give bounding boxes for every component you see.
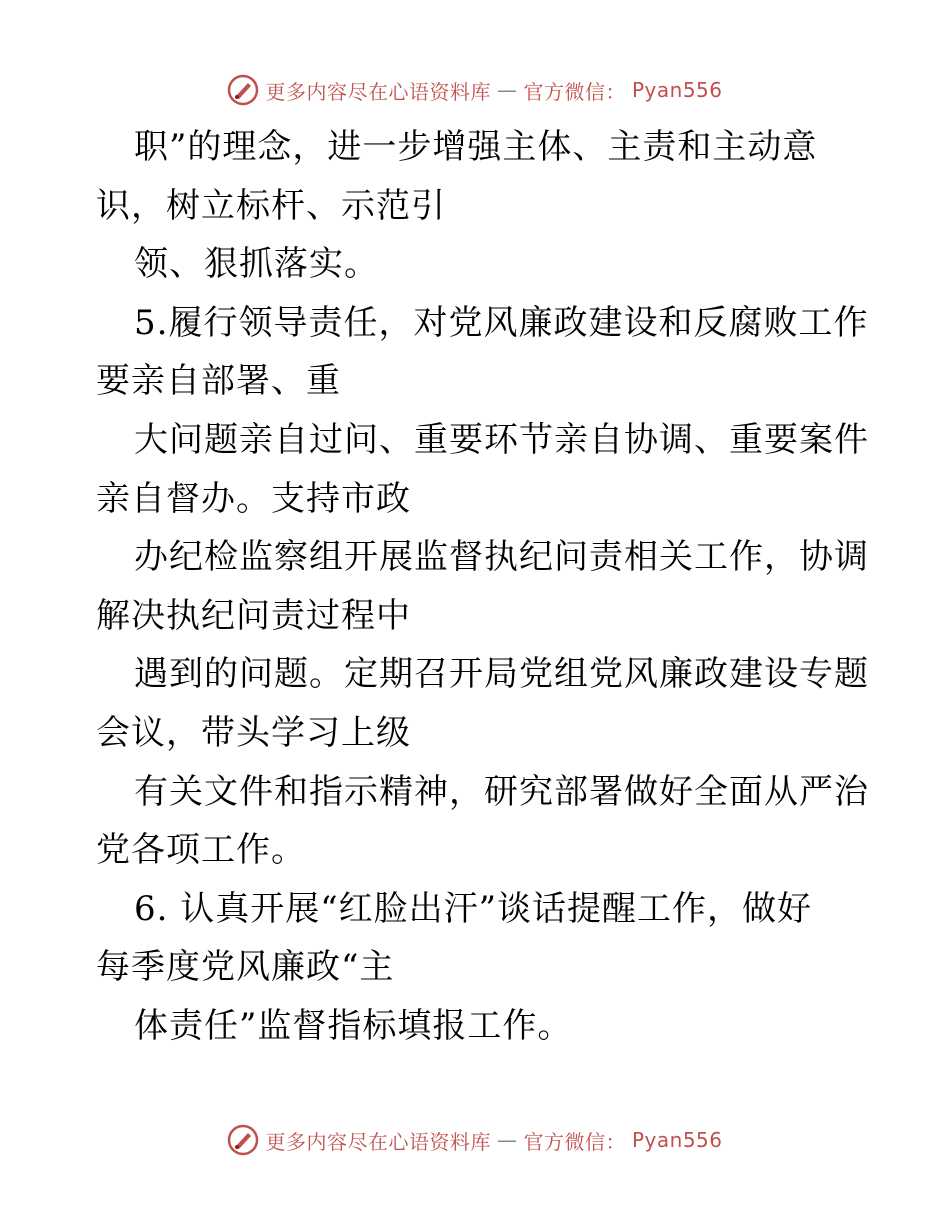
paragraph-line: 6. 认真开展“红脸出汗”谈话提醒工作，做好 — [134, 888, 813, 929]
paragraph-line: 大问题亲自过问、重要环节亲自协调、重要案件 — [134, 419, 869, 460]
paragraph-line: 要亲自部署、重 — [96, 361, 341, 402]
paragraph-line: 每季度党风廉政“主 — [96, 947, 395, 988]
watermark-account: Pyan556 — [631, 1128, 723, 1152]
paragraph-line: 会议，带头学习上级 — [96, 712, 411, 753]
watermark-account: Pyan556 — [631, 78, 723, 102]
watermark-separator: — — [496, 1128, 518, 1152]
paragraph-line: 有关文件和指示精神，研究部署做好全面从严治 — [134, 771, 869, 812]
document-body — [96, 118, 869, 1056]
footer-watermark — [0, 1120, 950, 1160]
watermark-account-label: 官方微信： — [523, 79, 626, 104]
paragraph-line: 职”的理念，进一步增强主体、主责和主动意 — [134, 127, 818, 167]
paragraph-line: 解决执纪问责过程中 — [96, 595, 411, 636]
watermark-separator: — — [496, 78, 518, 102]
paragraph-line: 识，树立标杆、示范引 — [96, 185, 446, 226]
paragraph-line: 亲自督办。支持市政 — [96, 478, 411, 519]
paragraph-line: 领、狠抓落实。 — [134, 244, 379, 285]
paragraph-line: 5.履行领导责任，对党风廉政建设和反腐败工作 — [134, 302, 869, 343]
paragraph-line: 党各项工作。 — [96, 830, 306, 871]
watermark-account-label: 官方微信： — [523, 1129, 626, 1154]
paragraph-line: 体责任”监督指标填报工作。 — [134, 1005, 573, 1046]
watermark-text: 更多内容尽在心语资料库 — [265, 79, 491, 104]
pen-nib-logo-icon — [227, 74, 259, 106]
watermark-text: 更多内容尽在心语资料库 — [265, 1129, 491, 1154]
paragraph-line: 遇到的问题。定期召开局党组党风廉政建设专题 — [134, 654, 869, 695]
header-watermark — [0, 70, 950, 110]
paragraph-line: 办纪检监察组开展监督执纪问责相关工作，协调 — [134, 537, 869, 578]
pen-nib-logo-icon — [227, 1124, 259, 1156]
